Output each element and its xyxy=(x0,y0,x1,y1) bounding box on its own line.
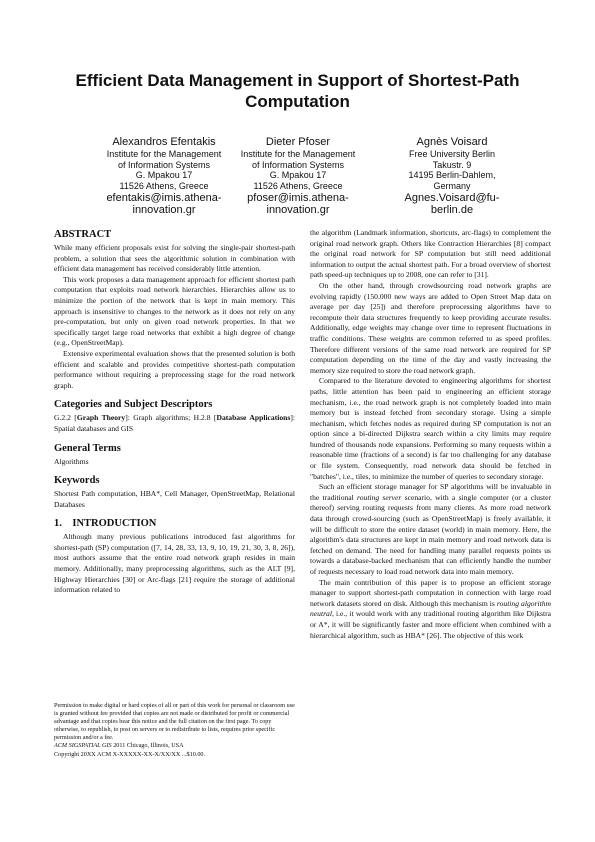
author-affiliation-line: 11526 Athens, Greece xyxy=(253,180,343,191)
author-name: Agnès Voisard xyxy=(416,136,488,148)
author-email-line: Agnes.Voisard@fu- xyxy=(404,192,500,204)
introduction-heading: 1. INTRODUCTION xyxy=(54,518,157,530)
body-paragraph: the algorithm (Landmark information, shortcuts, arc-flags) to complement the original road network graph. Others like Contraction Hierarchies [8] compact the original road network for SP computation but still need additional information to output the actual shortest path. For a broad overview of shortest path speed-up techniques up to 2008, one can refer to [31]. xyxy=(310,228,551,280)
author-email-line: innovation.gr xyxy=(132,204,196,216)
body-text: scenario, with a single computer (or a cluster thereof) serving routing requests from many clients. As more road network data through crowd-sourcing (such as OpenStreetMap) is freely available, it will be difficult to store the entire dataset (world) in main memory. Here, the algorithm's data structures are kept in main memory and road network data is fetched on demand. The need for handling many parallel requests points us towards a database-backed mechanism that can efficiently handle the number of requests necessary to load road network data into main memory. xyxy=(310,492,551,576)
abstract-paragraph: This work proposes a data management approach for efficient shortest path computation that exploits road network hierarchies. Hierarchies allow us to minimize the portion of the network that is kept in main memory. This approach is insensitive to changes to the network as it does not rely on any pre-computation, but only on given road network properties. In that we specifically target large road networks that exhibit a high degree of change (e.g., OpenStreetMap). xyxy=(54,274,295,348)
left-column xyxy=(54,228,295,596)
author-3 xyxy=(372,136,532,216)
body-text: The main contribution of this paper is to propose an efficient storage manager to support shortest-path computation in connection with large road network datasets stored on disk. Although this mechanism is xyxy=(310,577,551,608)
categories-text xyxy=(54,413,295,434)
author-affiliation-line: Free University Berlin xyxy=(408,149,496,159)
category-text: ]: Spatial databases and GIS xyxy=(54,413,295,433)
abstract-paragraph: While many efficient proposals exist for solving the single-pair shortest-path problem, a solution that sees the algorithmic solution in combination with efficient data management has received considerably little attention. xyxy=(54,243,295,274)
author-name: Alexandros Efentakis xyxy=(112,136,216,148)
venue-details: 2011 Chicago, Illinois, USA xyxy=(111,742,184,750)
author-affiliation-line: G. Mpakou 17 xyxy=(269,170,327,180)
categories-heading: Categories and Subject Descriptors xyxy=(54,399,213,411)
abstract-paragraph: Extensive experimental evaluation shows that the presented solution is both efficient and scalable and provides competitive shortest-path computation performance without requiring a preprocessing stage for the road network graph. xyxy=(54,348,295,390)
author-email-line: efentakis@imis.athena- xyxy=(106,192,222,204)
author-affiliation-line: 14195 Berlin-Dahlem, xyxy=(408,170,496,180)
author-email-line: berlin.de xyxy=(430,204,474,216)
keywords-heading: Keywords xyxy=(54,475,100,487)
author-affiliation-line: G. Mpakou 17 xyxy=(135,170,193,180)
introduction-paragraph: Although many previous publications introduced fast algorithms for shortest-path (SP) computation ([7, 14, 28, 33, 13, 9, 10, 19, 21, 30, 3, 8, 26]), most authors assume that the entire road network graph resides in main memory. Additionally, many preprocessing algorithms, such as the ALT [9], Highway Hierarchies [30] or Arc-flags [21] require the storage of additional information related to xyxy=(54,532,295,595)
copyright-line: Copyright 20XX ACM X-XXXXX-XX-X/XX/XX ...$10.00. xyxy=(54,750,206,758)
keywords-text: Shortest Path computation, HBA*, Cell Manager, OpenStreetMap, Relational Databases xyxy=(54,489,295,509)
category-bold: Graph Theory xyxy=(76,413,126,423)
body-emphasis: routing algorithm neutral xyxy=(310,598,552,619)
author-email-line: pfoser@imis.athena- xyxy=(247,192,349,204)
author-email[interactable] xyxy=(218,192,378,216)
right-column xyxy=(310,228,551,641)
author-affiliation-line: of Information Systems xyxy=(251,159,345,170)
permission-footnote xyxy=(54,702,295,759)
author-email-line: innovation.gr xyxy=(266,204,330,216)
body-text: , i.e., it would work with any traditional routing algorithm like Dijkstra or A*, it will be significantly faster and more efficient when combined with a hierarchical algorithm, such as HBA* [26]. The objective of this work xyxy=(310,609,551,640)
author-2 xyxy=(218,136,378,216)
author-affiliation-line: Institute for the Management xyxy=(240,149,356,159)
venue-name: ACM SIGSPATIAL GIS xyxy=(54,742,112,750)
category-text: ]: Graph algorithms; H.2.8 [ xyxy=(125,413,217,423)
general-terms-heading: General Terms xyxy=(54,442,121,454)
author-affiliation-line: Takustr. 9 xyxy=(432,159,472,170)
author-affiliation-line: Institute for the Management xyxy=(106,149,222,159)
body-paragraph: On the other hand, through crowdsourcing road network graphs are evolving rapidly (150.000 new ways are added to Open Street Map data on average per day [25]) and therefore preprocessing algorithms have to recompute their data structures frequently to keep providing accurate results. Additionally, edge weights may change over time to represent fluctuations in traffic conditions. These weights are common referred to as speed profiles. Therefore different versions of the same road network are required for SP computation depending on the time of the day and vastly increasing the memory size required to store the road network graph. xyxy=(310,280,551,375)
author-affiliation-line: 11526 Athens, Greece xyxy=(119,180,209,191)
category-code: G.2.2 [ xyxy=(54,413,77,423)
permission-text: Permission to make digital or hard copies of all or part of this work for personal or classroom use is granted without fee provided that copies are not made or distributed for profit or commercial advantage and that copies bear this notice and the full citation on the first page. To copy otherwise, to republish, to post on servers or to redistribute to lists, requires prior specific permission and/or a fee. xyxy=(54,702,295,742)
body-paragraph xyxy=(310,482,551,577)
author-email[interactable] xyxy=(372,192,532,216)
category-bold: Database Applications xyxy=(216,413,291,423)
general-terms-text: Algorithms xyxy=(54,456,89,466)
author-affiliation-line: Germany xyxy=(433,180,471,191)
body-emphasis: routing server xyxy=(357,492,402,502)
author-name: Dieter Pfoser xyxy=(265,136,331,148)
author-affiliation-line: of Information Systems xyxy=(117,159,211,170)
body-text: Such an efficient storage manager for SP algorithms will be invaluable in the traditional xyxy=(310,482,551,502)
abstract-heading: ABSTRACT xyxy=(54,229,112,240)
paper-title: Efficient Data Management in Support of Shortest-Path Computation xyxy=(75,71,520,111)
body-paragraph xyxy=(310,578,551,642)
venue-line xyxy=(54,742,295,750)
body-paragraph: Compared to the literature devoted to engineering algorithms for shortest paths, little attention has been paid to engineering an efficient storage mechanism, i.e., the road network graph is not completely loaded into main memory but is instead fetched from secondary storage. Using a simple mechanism, which fetches nodes as required during SP computation is not an option since a bi-directed Dijkstra search within a city limits may require hundred of thousands node expansions. Performing so many requests within a reasonable time (fractions of a second) is far too challenging for any database or file system. Consequently, road network data should be fetched in "batches", i.e., tiles, to minimize the number of queries to secondary storage. xyxy=(310,376,551,481)
